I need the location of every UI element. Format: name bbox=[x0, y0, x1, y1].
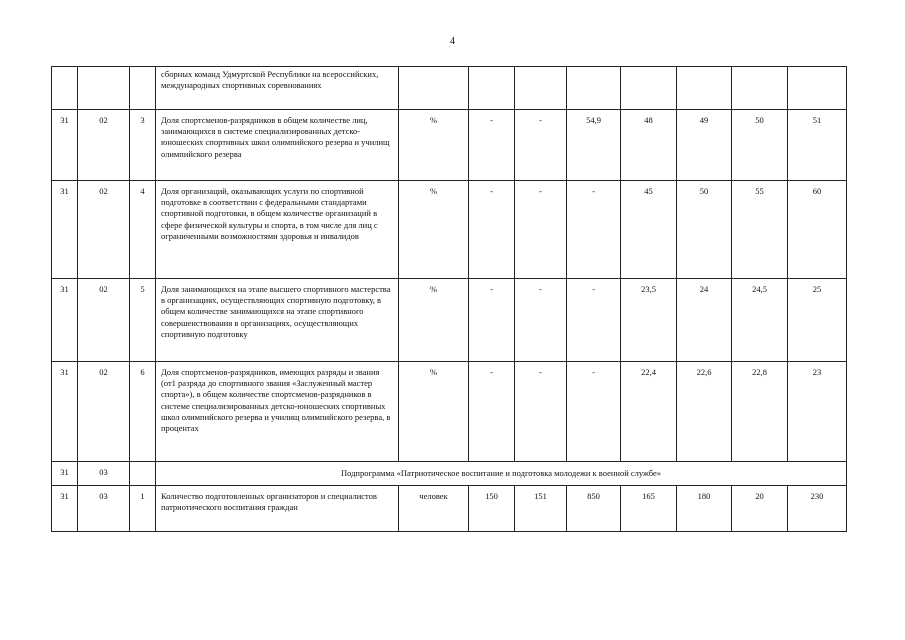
value-cell: - bbox=[515, 110, 567, 181]
value-cell: 24 bbox=[677, 279, 732, 362]
pp-code-cell: 03 bbox=[78, 462, 130, 486]
value-cell: - bbox=[469, 279, 515, 362]
subprogram-title: Подпрограмма «Патриотическое воспитание и подготовка молодежи к военной службе» bbox=[156, 462, 847, 486]
value-cell: 230 bbox=[788, 486, 847, 532]
value-cell: 48 bbox=[621, 110, 677, 181]
value-cell: 51 bbox=[788, 110, 847, 181]
table-row bbox=[52, 362, 847, 462]
gp-code-cell: 31 bbox=[52, 486, 78, 532]
value-cell bbox=[469, 67, 515, 110]
value-cell bbox=[621, 67, 677, 110]
indicator-name-cell: Доля организаций, оказывающих услуги по спортивной подготовке в соответствии с федеральными стандартами спортивной подготовки, в общем количестве организаций в сфере физической культуры и спорта, в том числе для лиц с ограниченными возможностями здоровья и инвалидов bbox=[156, 181, 399, 279]
unit-cell bbox=[399, 67, 469, 110]
value-cell: 165 bbox=[621, 486, 677, 532]
page-number: 4 bbox=[450, 36, 455, 47]
value-cell: 20 bbox=[732, 486, 788, 532]
gp-code-cell: 31 bbox=[52, 181, 78, 279]
unit-cell: % bbox=[399, 362, 469, 462]
indicator-name-cell: Доля спортсменов-разрядников, имеющих разряды и звания (от1 разряда до спортивного звания «Заслуженный мастер спорта»), в общем количестве спортсменов-разрядников в системе специализированных детско-юношеских спортивных школ олимпийского резерва и училищ олимпийского резерва, в процентах bbox=[156, 362, 399, 462]
gp-code-cell bbox=[52, 67, 78, 110]
pp-code-cell: 02 bbox=[78, 362, 130, 462]
table-row bbox=[52, 279, 847, 362]
value-cell: - bbox=[469, 362, 515, 462]
pp-code-cell: 02 bbox=[78, 181, 130, 279]
value-cell: - bbox=[567, 181, 621, 279]
pp-code-cell: 03 bbox=[78, 486, 130, 532]
value-cell: - bbox=[515, 362, 567, 462]
value-cell: - bbox=[567, 362, 621, 462]
indicator-name-cell: Доля занимающихся на этапе высшего спортивного мастерства в организациях, осуществляющих спортивную подготовку, в общем количестве занимающихся на этапе спортивного совершенствования в организациях, осуществляющих спортивную подготовку bbox=[156, 279, 399, 362]
indicator-number-cell bbox=[130, 462, 156, 486]
pp-code-cell: 02 bbox=[78, 110, 130, 181]
value-cell: - bbox=[469, 181, 515, 279]
gp-code-cell: 31 bbox=[52, 110, 78, 181]
value-cell: 50 bbox=[732, 110, 788, 181]
value-cell: - bbox=[469, 110, 515, 181]
value-cell: 50 bbox=[677, 181, 732, 279]
value-cell: 180 bbox=[677, 486, 732, 532]
unit-cell: % bbox=[399, 110, 469, 181]
value-cell bbox=[567, 67, 621, 110]
table-row bbox=[52, 67, 847, 110]
value-cell: 49 bbox=[677, 110, 732, 181]
indicator-name-cell: Количество подготовленных организаторов и специалистов патриотического воспитания граждан bbox=[156, 486, 399, 532]
unit-cell: % bbox=[399, 181, 469, 279]
gp-code-cell: 31 bbox=[52, 362, 78, 462]
value-cell: 22,4 bbox=[621, 362, 677, 462]
indicator-name-cell: Доля спортсменов-разрядников в общем количестве лиц, занимающихся в системе специализированных детско-юношеских спортивных школ олимпийского резерва и училищ олимпийского резерва bbox=[156, 110, 399, 181]
gp-code-cell: 31 bbox=[52, 462, 78, 486]
value-cell: 45 bbox=[621, 181, 677, 279]
pp-code-cell bbox=[78, 67, 130, 110]
indicator-number-cell: 4 bbox=[130, 181, 156, 279]
subprogram-row bbox=[52, 462, 847, 486]
value-cell: 60 bbox=[788, 181, 847, 279]
value-cell: 151 bbox=[515, 486, 567, 532]
indicators-table bbox=[51, 66, 847, 532]
table-row bbox=[52, 486, 847, 532]
value-cell: - bbox=[515, 181, 567, 279]
value-cell: 54,9 bbox=[567, 110, 621, 181]
indicator-name-cell: сборных команд Удмуртской Республики на всероссийских, международных спортивных соревнованиях bbox=[156, 67, 399, 110]
value-cell: 850 bbox=[567, 486, 621, 532]
value-cell bbox=[732, 67, 788, 110]
indicator-number-cell: 6 bbox=[130, 362, 156, 462]
value-cell: 22,8 bbox=[732, 362, 788, 462]
value-cell: 22,6 bbox=[677, 362, 732, 462]
gp-code-cell: 31 bbox=[52, 279, 78, 362]
unit-cell: % bbox=[399, 279, 469, 362]
value-cell: 150 bbox=[469, 486, 515, 532]
indicator-number-cell: 1 bbox=[130, 486, 156, 532]
value-cell: 23 bbox=[788, 362, 847, 462]
value-cell: 55 bbox=[732, 181, 788, 279]
value-cell: - bbox=[515, 279, 567, 362]
indicator-number-cell: 5 bbox=[130, 279, 156, 362]
indicator-number-cell bbox=[130, 67, 156, 110]
value-cell: 24,5 bbox=[732, 279, 788, 362]
table-row bbox=[52, 110, 847, 181]
value-cell: - bbox=[567, 279, 621, 362]
value-cell: 25 bbox=[788, 279, 847, 362]
pp-code-cell: 02 bbox=[78, 279, 130, 362]
value-cell bbox=[515, 67, 567, 110]
value-cell bbox=[677, 67, 732, 110]
value-cell bbox=[788, 67, 847, 110]
value-cell: 23,5 bbox=[621, 279, 677, 362]
table-row bbox=[52, 181, 847, 279]
unit-cell: человек bbox=[399, 486, 469, 532]
indicator-number-cell: 3 bbox=[130, 110, 156, 181]
